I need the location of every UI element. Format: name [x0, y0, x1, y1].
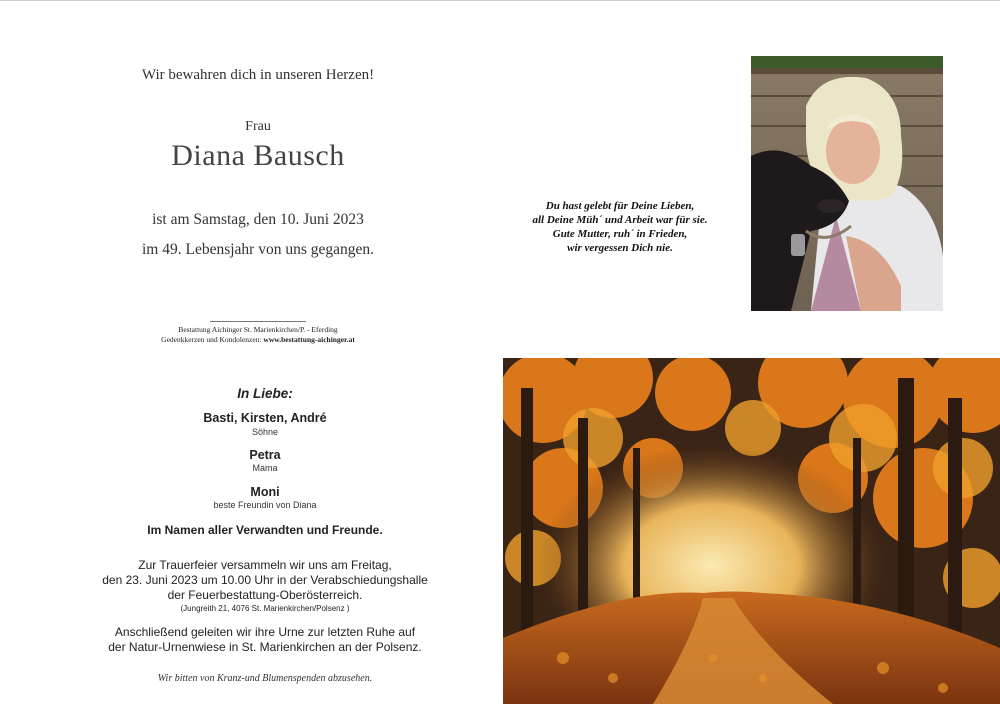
portrait-photo [751, 56, 943, 311]
poem-line: wir vergessen Dich nie. [567, 242, 673, 254]
mourners-heading: In Liebe: [237, 386, 293, 401]
intro-text: Wir bewahren dich in unseren Herzen! [141, 67, 375, 83]
funeral-text: der Natur-Urnenwiese in St. Marienkirchen an der Polsenz. [108, 640, 422, 654]
divider-line [210, 321, 306, 322]
funeral-text: Anschließend geleiten wir ihre Urne zur letzten Ruhe auf [114, 625, 416, 639]
closing-line: Im Namen aller Verwandten und Freunde. [147, 523, 383, 537]
mourner-name: Petra [249, 448, 281, 462]
condolence-prefix: Gedenkkerzen und Kondolenzen: [161, 335, 264, 344]
mourner-relation: Mama [252, 463, 278, 473]
mourner-name: Basti, Kirsten, André [203, 411, 327, 425]
funeral-address: (Jungreith 21, 4076 St. Marienkirchen/Polsenz ) [180, 604, 350, 613]
mourner-relation: Söhne [251, 427, 279, 437]
mourner-relation: beste Freundin von Diana [213, 500, 317, 510]
funeral-home-name: Bestattung Aichinger St. Marienkirchen/P. - Eferding [178, 325, 338, 334]
poem-line: all Deine Müh´ und Arbeit war für sie. [532, 214, 708, 226]
poem-line: Gute Mutter, ruh´ in Frieden, [552, 228, 688, 240]
salutation: Frau [245, 119, 271, 134]
funeral-home-info [0, 325, 516, 345]
poem [500, 199, 740, 255]
funeral-text: den 23. Juni 2023 um 10.00 Uhr in der Verabschiedungshalle [102, 573, 428, 587]
mourner-name: Moni [250, 485, 280, 499]
donation-note: Wir bitten von Kranz-und Blumenspenden abzusehen. [157, 673, 373, 684]
age-line: im 49. Lebensjahr von uns gegangen. [141, 241, 374, 258]
date-of-death: ist am Samstag, den 10. Juni 2023 [152, 211, 364, 228]
funeral-text: der Feuerbestattung-Oberösterreich. [167, 588, 363, 602]
poem-line: Du hast gelebt für Deine Lieben, [545, 200, 695, 212]
deceased-name: Diana Bausch [171, 139, 345, 172]
autumn-forest-image [503, 358, 1000, 704]
funeral-text: Zur Trauerfeier versammeln wir uns am Freitag, [138, 558, 392, 572]
funeral-home-url: www.bestattung-aichinger.at [263, 335, 355, 344]
condolence-line [0, 335, 516, 345]
